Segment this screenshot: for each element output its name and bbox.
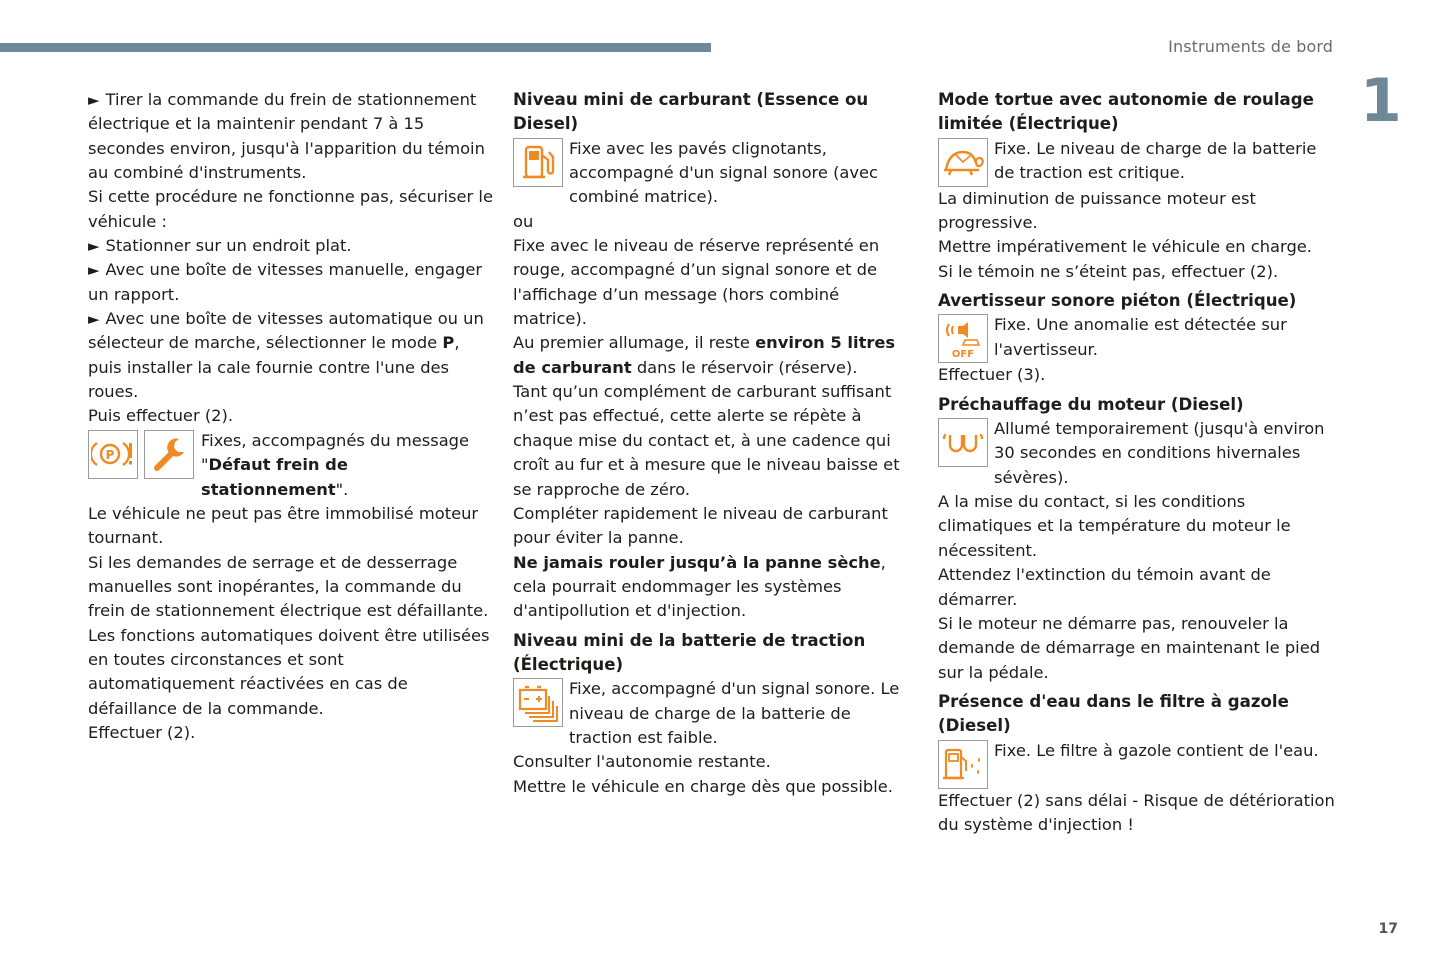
paragraph: Compléter rapidement le niveau de carburant pour éviter la panne.: [513, 503, 888, 548]
paragraph: A la mise du contact, si les conditions climatiques et la température du moteur le nécessitent.: [938, 492, 1291, 560]
paragraph: La diminution de puissance moteur est progressive.: [938, 188, 1256, 233]
icon-description: Fixe, accompagné d'un signal sonore. Le niveau de charge de la batterie de traction est faible.: [569, 679, 900, 747]
pedestrian-alert-off-icon: [938, 314, 988, 363]
paragraph: Consulter l'autonomie restante.: [513, 752, 771, 772]
turtle-icon-row: [938, 137, 1338, 187]
heading-fuel-level: Niveau mini de carburant (Essence ou Diesel): [513, 90, 869, 134]
heading-traction-battery: Niveau mini de la batterie de traction (Électrique): [513, 630, 866, 674]
battery-icon-row: [513, 677, 918, 750]
heading-turtle-mode: Mode tortue avec autonomie de roulage limitée (Électrique): [938, 90, 1314, 134]
paragraph: Si cette procédure ne fonctionne pas, sécuriser le véhicule :: [88, 187, 493, 231]
icon-description: Fixe. Une anomalie est détectée sur l'avertisseur.: [994, 315, 1287, 359]
paragraph: Si le moteur ne démarre pas, renouveler la demande de démarrage en maintenant le pied sur la pédale.: [938, 613, 1321, 682]
paragraph: Le véhicule ne peut pas être immobilisé moteur tournant.: [88, 503, 479, 548]
parking-brake-warning-icon: [88, 430, 138, 479]
chapter-number: 1: [1360, 66, 1402, 136]
pedestrian-icon-row: [938, 313, 1338, 363]
paragraph: Mettre impérativement le véhicule en charge.: [938, 237, 1312, 257]
icon-description: Fixes, accompagnés du message "Défaut frein de stationnement".: [201, 430, 470, 499]
paragraph: Effectuer (3).: [938, 365, 1046, 385]
icon-description: Fixe. Le niveau de charge de la batterie de traction est critique.: [994, 138, 1317, 183]
water-in-fuel-icon: [938, 740, 988, 789]
bullet-item: ► Avec une boîte de vitesses manuelle, engager un rapport.: [88, 260, 483, 304]
paragraph: Si le témoin ne s’éteint pas, effectuer (2).: [938, 261, 1279, 281]
fuel-icon-row: [513, 137, 918, 210]
warning-icon-row: [88, 429, 493, 502]
bullet-arrow-icon: ►: [88, 91, 100, 109]
paragraph: ou: [513, 211, 534, 231]
bullet-arrow-icon: ►: [88, 261, 100, 280]
paragraph: Puis effectuer (2).: [88, 406, 234, 426]
paragraph: Attendez l'extinction du témoin avant de démarrer.: [938, 565, 1271, 609]
icon-description: Allumé temporairement (jusqu'à environ 30 secondes en conditions hivernales sévères).: [994, 419, 1325, 487]
paragraph: Fixe avec le niveau de réserve représenté en rouge, accompagné d’un signal sonore et de l'affichage d’un message (hors combiné matrice).: [513, 236, 880, 329]
bullet-item: ► Avec une boîte de vitesses automatique ou un sélecteur de marche, sélectionner le mode P, puis installer la cale fournie contre l'une des roues.: [88, 309, 484, 402]
paragraph: Mettre le véhicule en charge dès que possible.: [513, 776, 893, 796]
bullet-arrow-icon: ►: [88, 237, 100, 256]
svg-text:OFF: OFF: [951, 348, 975, 360]
bullet-item: ► Tirer la commande du frein de stationnement électrique et la maintenir pendant 7 à 15 secondes environ, jusqu'à l'apparition du témoin au combiné d'instruments.: [88, 90, 485, 183]
column-parking-brake: [88, 88, 493, 745]
paragraph: Si les demandes de serrage et de desserrage manuelles sont inopérantes, la commande du frein de stationnement électrique est défaillante.: [88, 552, 489, 621]
icon-description: Fixe avec les pavés clignotants, accompagné d'un signal sonore (avec combiné matrice).: [569, 138, 879, 207]
paragraph: Effectuer (2).: [88, 722, 196, 742]
section-title: Instruments de bord: [1168, 37, 1333, 56]
traction-battery-icon: [513, 678, 563, 727]
turtle-icon: [938, 138, 988, 187]
heading-preheating: Préchauffage du moteur (Diesel): [938, 394, 1244, 414]
preheat-icon-row: [938, 417, 1338, 490]
heading-pedestrian-alert: Avertisseur sonore piéton (Électrique): [938, 291, 1297, 311]
column-fuel-battery: [513, 88, 918, 799]
svg-text:P: P: [105, 448, 115, 463]
wrench-icon: [144, 430, 194, 479]
fuel-pump-icon: [513, 138, 563, 187]
heading-water-in-fuel: Présence d'eau dans le filtre à gazole (Diesel): [938, 691, 1289, 736]
icon-description: Fixe. Le filtre à gazole contient de l'eau.: [994, 740, 1319, 760]
page-number: 17: [1378, 921, 1398, 937]
water-icon-row: [938, 739, 1338, 789]
header-accent-bar: [0, 43, 711, 52]
paragraph: Tant qu’un complément de carburant suffisant n’est pas effectué, cette alerte se répète à chaque mise du contact et, à une cadence qui croît au fur et à mesure que le niveau baisse et se rapproche de zéro.: [513, 382, 900, 499]
paragraph: Ne jamais rouler jusqu’à la panne sèche, cela pourrait endommager les systèmes d'antipollution et d'injection.: [513, 552, 886, 621]
bullet-arrow-icon: ►: [88, 310, 100, 329]
paragraph: Effectuer (2) sans délai - Risque de détérioration du système d'injection !: [938, 790, 1335, 834]
paragraph: Les fonctions automatiques doivent être utilisées en toutes circonstances et sont automatiquement réactivées en cas de défaillance de la commande.: [88, 625, 490, 718]
column-electric-diesel: [938, 88, 1338, 837]
bullet-item: ► Stationner sur un endroit plat.: [88, 236, 352, 256]
paragraph: Au premier allumage, il reste environ 5 litres de carburant dans le réservoir (réserve).: [513, 333, 896, 377]
glow-plug-icon: [938, 418, 988, 467]
